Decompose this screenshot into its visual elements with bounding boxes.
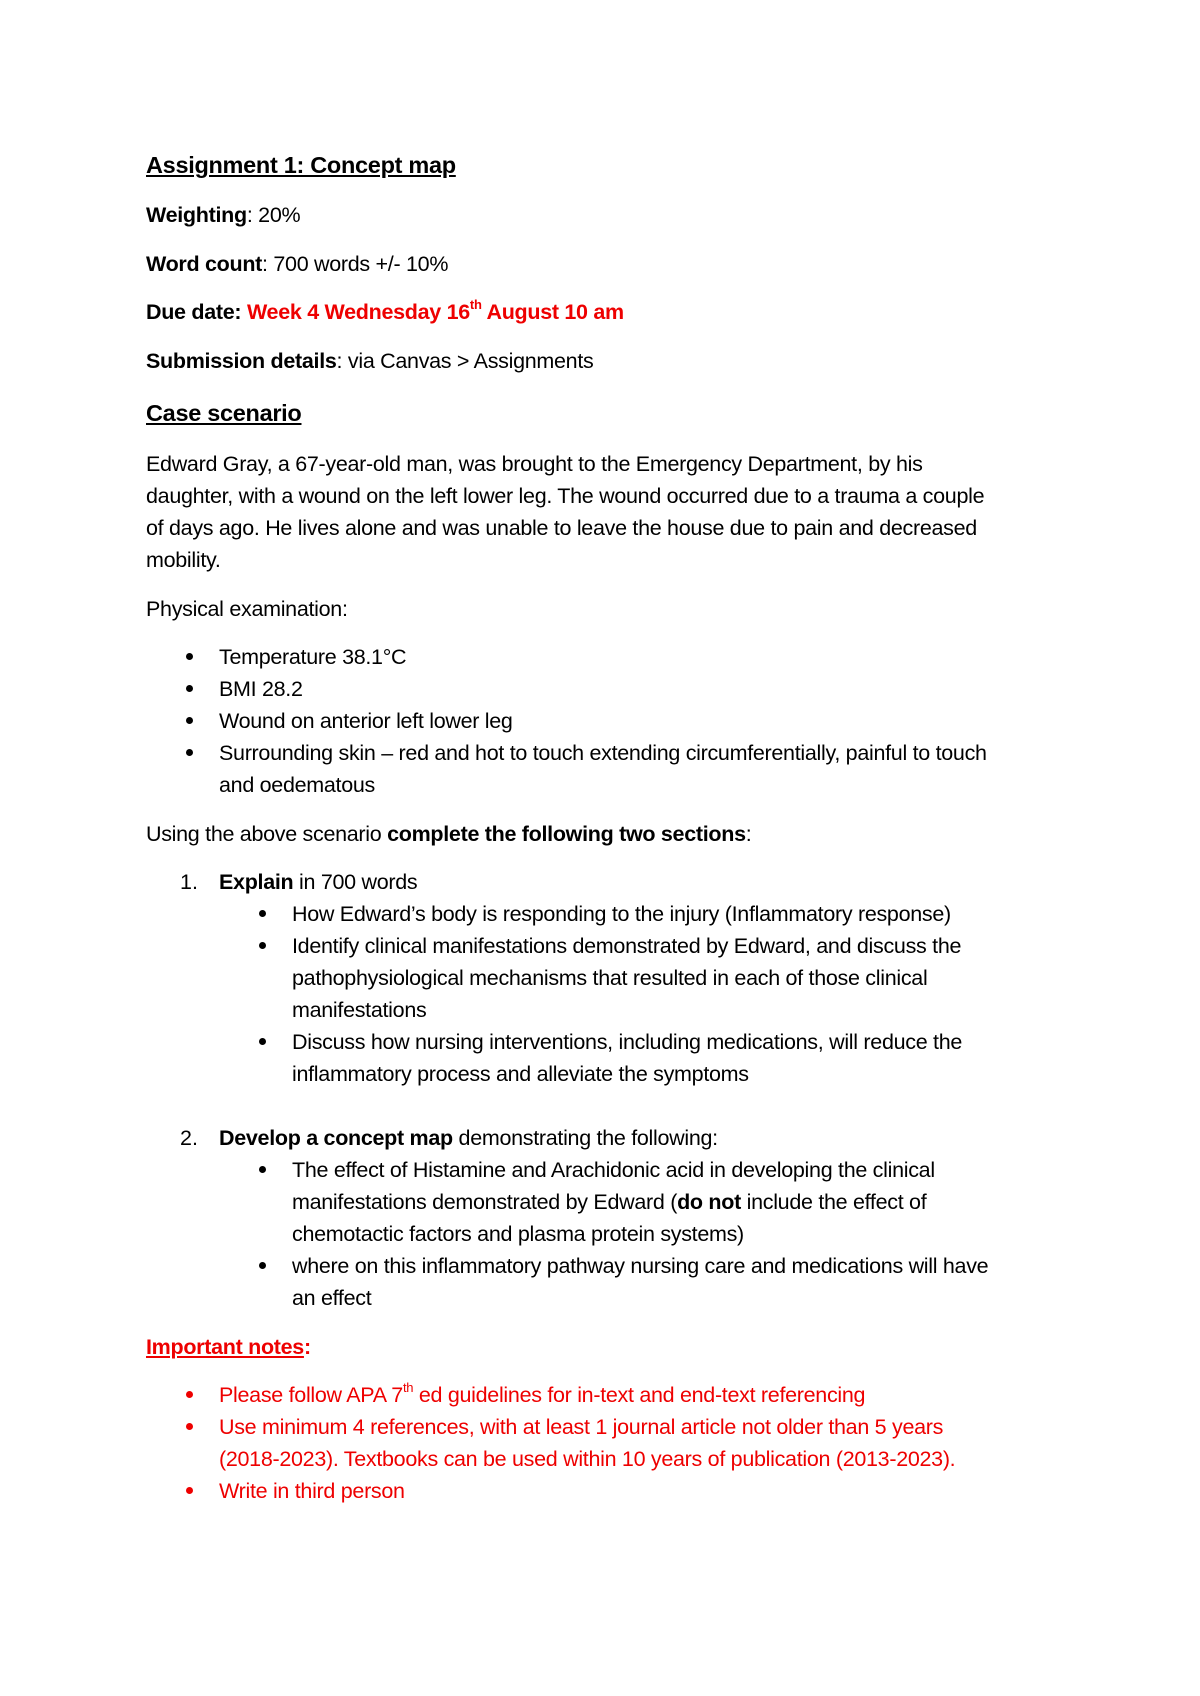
list-item-continued: an effect [292,1286,372,1310]
instructions-pre: Using the above scenario [146,822,388,846]
list-item: where on this inflammatory pathway nursing care and medications will have [292,1254,989,1278]
section-1-title [219,866,417,898]
list-item-text: include the effect of [740,1190,927,1214]
instructions-bold: complete the following two sections [387,822,746,846]
physical-exam-label: Physical examination: [146,597,348,621]
word-count-label: Word count [146,252,263,276]
weighting-line [146,199,300,231]
word-count-value: : 700 words +/- 10% [262,252,449,276]
submission-value: : via Canvas > Assignments [336,349,594,373]
list-item-continued: and oedematous [219,773,375,797]
note-item: Write in third person [219,1479,405,1503]
list-item-continued: chemotactic factors and plasma protein systems) [292,1222,744,1246]
note-text: ed guidelines for in-text and end-text referencing [413,1383,866,1407]
due-date-ordinal: th [469,296,482,312]
important-notes-colon: : [303,1335,311,1359]
bullet-icon [186,685,193,692]
bullet-icon [186,1487,193,1494]
case-scenario-heading: Case scenario [146,400,302,426]
section-2-number: 2. [180,1126,198,1150]
list-item-continued: inflammatory process and alleviate the symptoms [292,1062,749,1086]
list-item: Temperature 38.1°C [219,645,407,669]
section-2-rest: demonstrating the following: [452,1126,718,1150]
note-item [219,1379,865,1411]
due-date-line [146,296,624,328]
bullet-icon [259,910,266,917]
bullet-icon [259,1166,266,1173]
due-date-colon: : [234,300,247,324]
weighting-label: Weighting [146,203,247,227]
list-item: The effect of Histamine and Arachidonic acid in developing the clinical [292,1158,935,1182]
case-line: mobility. [146,548,221,572]
section-2-title [219,1122,718,1154]
important-notes-heading [146,1331,311,1363]
due-date-label: Due date [146,300,235,324]
list-item: Surrounding skin – red and hot to touch extending circumferentially, painful to touch [219,741,987,765]
bullet-icon [186,717,193,724]
note-item: Use minimum 4 references, with at least 1 journal article not older than 5 years [219,1415,944,1439]
submission-line [146,345,593,377]
due-date-value [246,296,624,324]
case-line: daughter, with a wound on the left lower leg. The wound occurred due to a trauma a couple [146,484,985,508]
section-2-bold: Develop a concept map [219,1126,453,1150]
list-item: Identify clinical manifestations demonstrated by Edward, and discuss the [292,934,962,958]
important-notes-title: Important notes [146,1335,304,1359]
case-line: of days ago. He lives alone and was unable to leave the house due to pain and decreased [146,516,977,540]
emphasis-text: do not [677,1190,741,1214]
bullet-icon [186,1423,193,1430]
note-item-continued: (2018-2023). Textbooks can be used within 10 years of publication (2013-2023). [219,1447,956,1471]
word-count-line [146,248,448,280]
list-item-continued [292,1186,926,1218]
list-item: Wound on anterior left lower leg [219,709,513,733]
note-text: Please follow APA 7 [219,1383,403,1407]
instructions-post: : [745,822,752,846]
note-ordinal: th [402,1379,414,1395]
section-1-number: 1. [180,870,198,894]
list-item-text: manifestations demonstrated by Edward ( [292,1190,678,1214]
section-1-rest: in 700 words [293,870,418,894]
due-date-value-main: Week 4 Wednesday 16 [246,300,470,324]
bullet-icon [186,653,193,660]
page-title: Assignment 1: Concept map [146,152,456,178]
instructions-line [146,818,751,850]
list-item: How Edward’s body is responding to the injury (Inflammatory response) [292,902,951,926]
bullet-icon [186,749,193,756]
case-line: Edward Gray, a 67-year-old man, was brought to the Emergency Department, by his [146,452,923,476]
bullet-icon [259,1262,266,1269]
due-date-value-rest: August 10 am [481,300,624,324]
section-1-bold: Explain [219,870,294,894]
weighting-value: : 20% [246,203,301,227]
list-item: BMI 28.2 [219,677,303,701]
list-item: Discuss how nursing interventions, including medications, will reduce the [292,1030,963,1054]
submission-label: Submission details [146,349,337,373]
bullet-icon [259,942,266,949]
list-item-continued: manifestations [292,998,427,1022]
bullet-icon [259,1038,266,1045]
list-item-continued: pathophysiological mechanisms that resulted in each of those clinical [292,966,928,990]
bullet-icon [186,1391,193,1398]
